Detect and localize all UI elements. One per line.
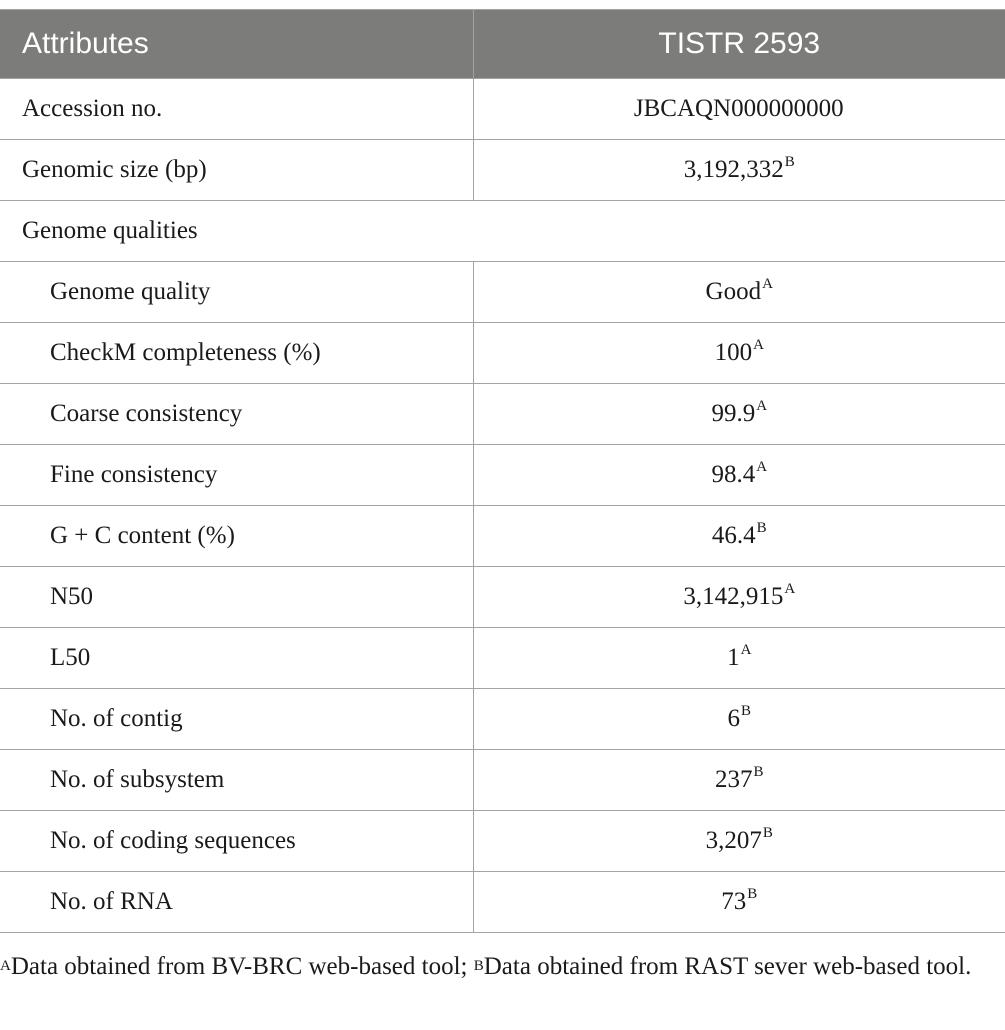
row-label: L50 <box>0 628 473 689</box>
row-value <box>473 384 1005 445</box>
value-text: 1 <box>727 644 740 671</box>
row-label: Coarse consistency <box>0 384 473 445</box>
row-value <box>473 750 1005 811</box>
row-label: No. of coding sequences <box>0 811 473 872</box>
row-value <box>473 79 1005 140</box>
value-text: 3,207 <box>705 827 762 854</box>
table-row <box>0 262 1005 323</box>
row-label: Genomic size (bp) <box>0 140 473 201</box>
row-label: Genome quality <box>0 262 473 323</box>
table-row <box>0 750 1005 811</box>
value-footnote-marker: B <box>747 886 758 902</box>
table-row <box>0 689 1005 750</box>
row-label: Fine consistency <box>0 445 473 506</box>
table-row <box>0 445 1005 506</box>
value-text: 3,192,332 <box>683 156 784 183</box>
value-footnote-marker: A <box>756 459 768 475</box>
row-value <box>473 689 1005 750</box>
row-label: No. of contig <box>0 689 473 750</box>
table-row <box>0 384 1005 445</box>
table-row <box>0 872 1005 933</box>
value-footnote-marker: A <box>756 398 768 414</box>
value-text: 46.4 <box>711 522 756 549</box>
header-strain: TISTR 2593 <box>473 10 1005 79</box>
value-text: 3,142,915 <box>683 583 784 610</box>
value-text: Good <box>705 278 762 305</box>
value-footnote-marker: B <box>756 520 767 536</box>
row-value <box>473 567 1005 628</box>
table-row <box>0 140 1005 201</box>
row-value <box>473 262 1005 323</box>
section-row-genome-qualities <box>0 201 1005 262</box>
genome-attributes-table <box>0 9 1005 933</box>
table-row <box>0 567 1005 628</box>
value-footnote-marker: A <box>784 581 796 597</box>
value-footnote-marker: A <box>753 337 764 353</box>
value-text: 98.4 <box>711 461 756 488</box>
value-text: 73 <box>721 888 747 915</box>
value-footnote-marker: B <box>762 825 773 841</box>
footnote-marker-b: B <box>473 958 484 974</box>
value-text: 237 <box>714 766 753 793</box>
value-text: JBCAQN000000000 <box>633 95 844 122</box>
section-label: Genome qualities <box>0 201 1005 262</box>
value-text: 100 <box>714 339 753 366</box>
header-attributes: Attributes <box>0 10 473 79</box>
table-row <box>0 628 1005 689</box>
value-footnote-marker: A <box>762 276 773 292</box>
value-footnote-marker: B <box>753 764 764 780</box>
value-text: 99.9 <box>711 400 756 427</box>
footnote-text-a: Data obtained from BV-BRC web-based tool; <box>10 953 474 980</box>
table-footnote <box>0 950 1000 984</box>
row-label: G + C content (%) <box>0 506 473 567</box>
value-footnote-marker: B <box>784 154 795 170</box>
value-text: 6 <box>727 705 740 732</box>
row-label: No. of subsystem <box>0 750 473 811</box>
footnote-text-b: Data obtained from RAST sever web-based tool. <box>483 953 972 980</box>
table-body <box>0 79 1005 933</box>
table-row <box>0 506 1005 567</box>
table-row <box>0 323 1005 384</box>
row-label: CheckM completeness (%) <box>0 323 473 384</box>
row-value <box>473 140 1005 201</box>
footnote-marker-a: A <box>0 958 11 974</box>
row-value <box>473 872 1005 933</box>
row-label: N50 <box>0 567 473 628</box>
row-value <box>473 506 1005 567</box>
row-value <box>473 811 1005 872</box>
table-header-row <box>0 10 1005 79</box>
value-footnote-marker: A <box>740 642 752 658</box>
row-value <box>473 323 1005 384</box>
row-value <box>473 445 1005 506</box>
row-value <box>473 628 1005 689</box>
row-label: No. of RNA <box>0 872 473 933</box>
table-row <box>0 811 1005 872</box>
value-footnote-marker: B <box>740 703 751 719</box>
row-label: Accession no. <box>0 79 473 140</box>
table-row <box>0 79 1005 140</box>
